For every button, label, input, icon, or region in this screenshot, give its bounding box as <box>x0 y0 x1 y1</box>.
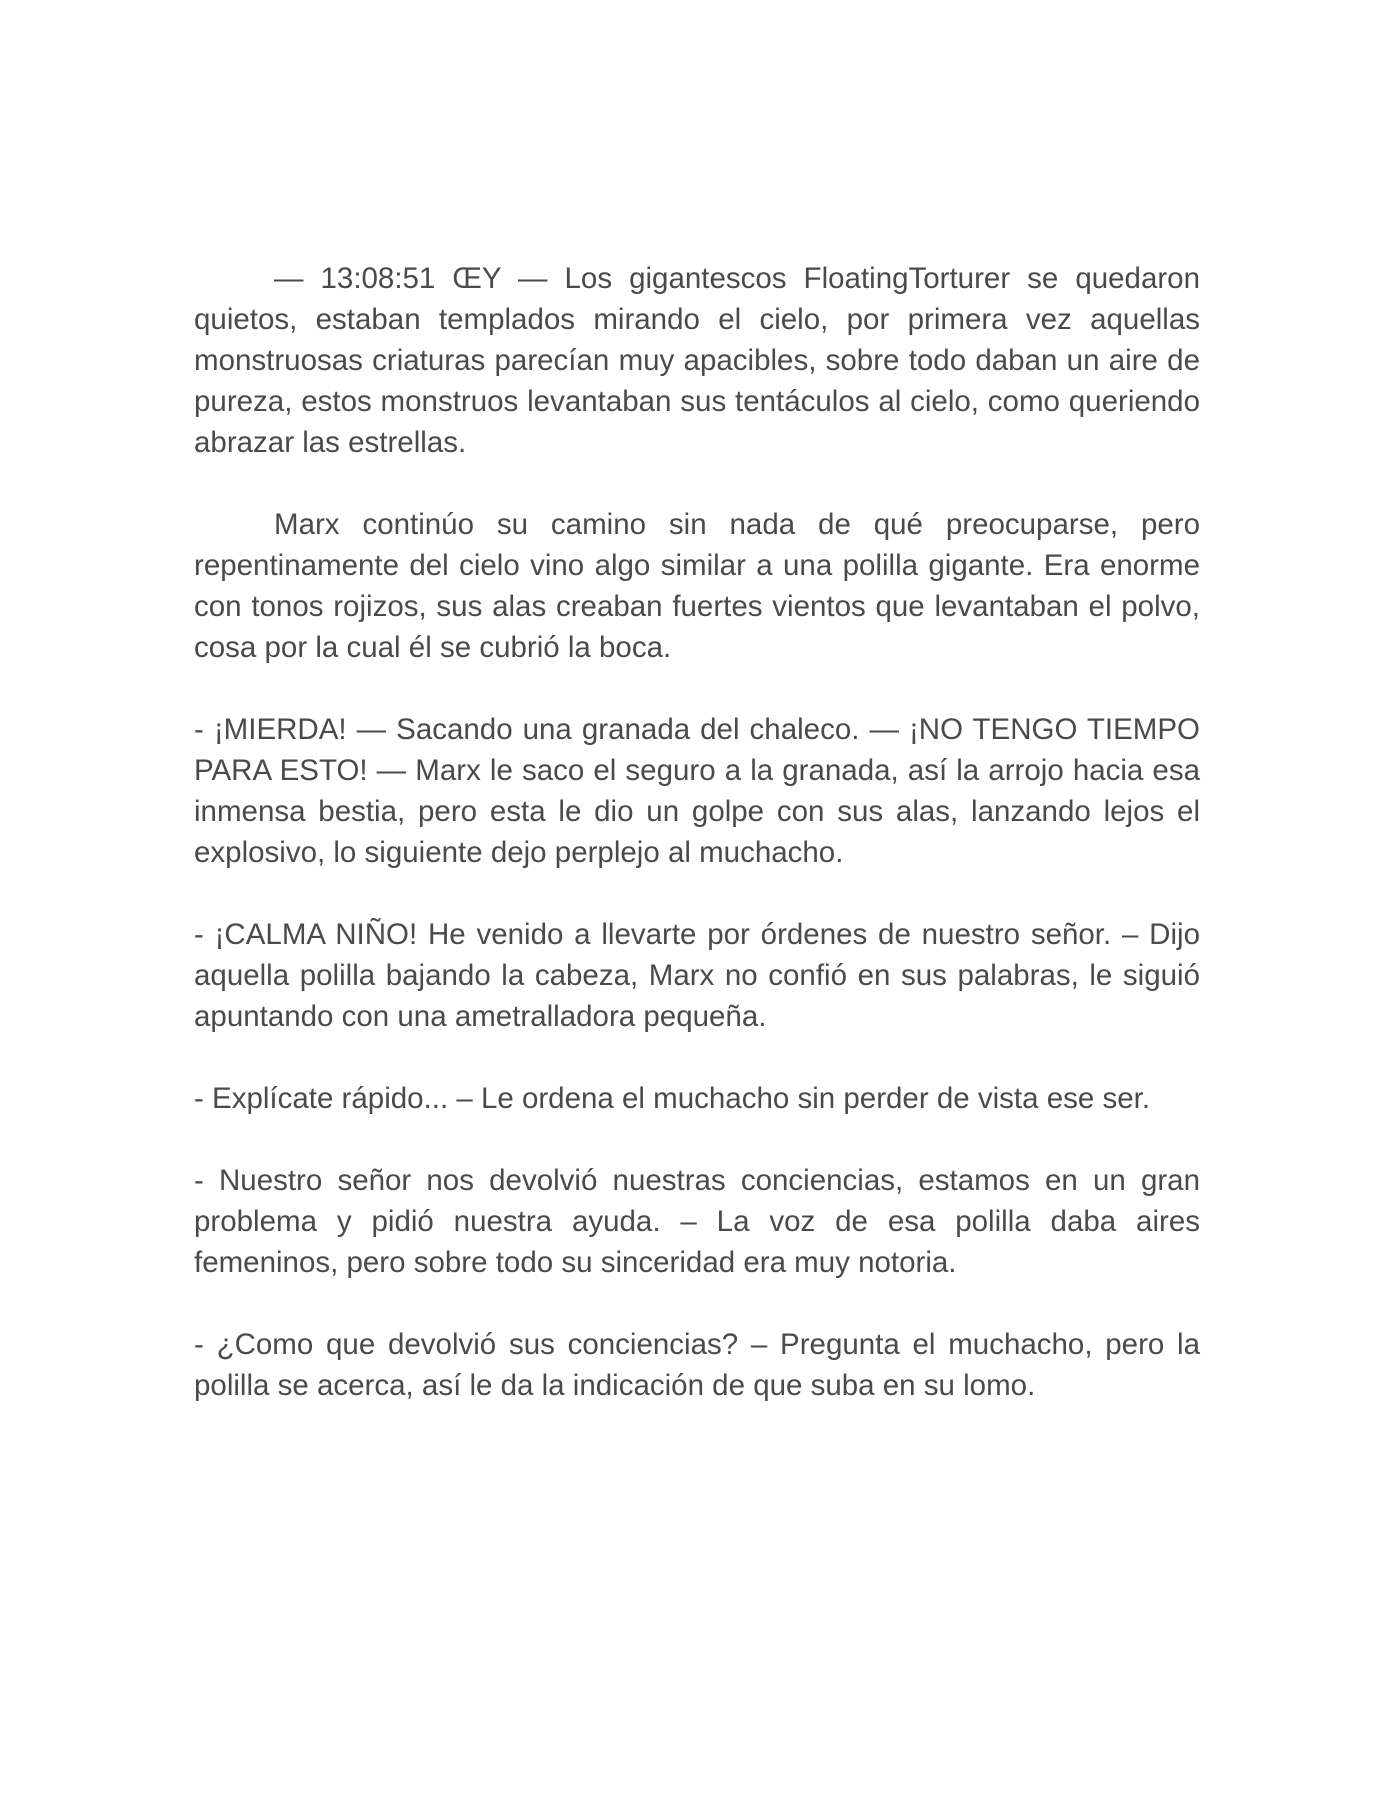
paragraph-3: - ¡MIERDA! — Sacando una granada del chaleco. — ¡NO TENGO TIEMPO PARA ESTO! — Marx le saco el seguro a la granada, así la arrojo hacia esa inmensa bestia, pero esta le dio un golpe con sus alas, lanzando lejos el explosivo, lo siguiente dejo perplejo al muchacho. <box>194 713 1200 869</box>
paragraph-1: — 13:08:51 ŒY — Los gigantescos FloatingTorturer se quedaron quietos, estaban templados mirando el cielo, por primera vez aquellas monstruosas criaturas parecían muy apacibles, sobre todo daban un aire de pureza, estos monstruos levantaban sus tentáculos al cielo, como queriendo abrazar las estrellas. <box>194 262 1200 459</box>
paragraph-6: - Nuestro señor nos devolvió nuestras conciencias, estamos en un gran problema y pidió nuestra ayuda. – La voz de esa polilla daba aires femeninos, pero sobre todo su sinceridad era muy notoria. <box>194 1164 1200 1279</box>
paragraph-2: Marx continúo su camino sin nada de qué preocuparse, pero repentinamente del cielo vino algo similar a una polilla gigante. Era enorme con tonos rojizos, sus alas creaban fuertes vientos que levantaban el polvo, cosa por la cual él se cubrió la boca. <box>194 508 1200 664</box>
paragraph-5: - Explícate rápido... – Le ordena el muchacho sin perder de vista ese ser. <box>194 1082 1151 1115</box>
paragraph-4: - ¡CALMA NIÑO! He venido a llevarte por órdenes de nuestro señor. – Dijo aquella polilla bajando la cabeza, Marx no confió en sus palabras, le siguió apuntando con una ametralladora pequeña. <box>194 918 1200 1033</box>
document-body <box>194 258 1200 1447</box>
paragraph-7: - ¿Como que devolvió sus conciencias? – Pregunta el muchacho, pero la polilla se acerca, así le da la indicación de que suba en su lomo. <box>194 1328 1200 1402</box>
